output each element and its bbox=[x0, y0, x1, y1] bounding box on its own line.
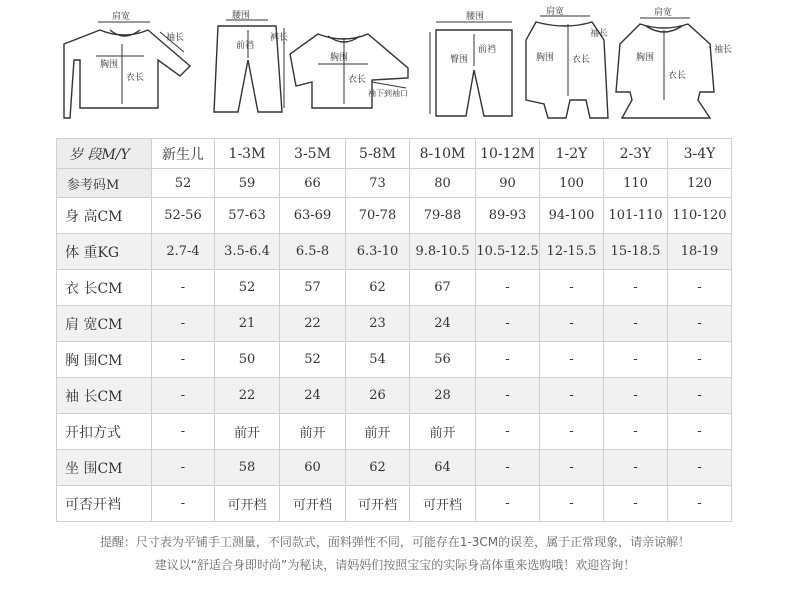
ref-size-cell: 120 bbox=[668, 169, 732, 198]
table-cell: - bbox=[668, 486, 732, 522]
table-cell: - bbox=[604, 450, 668, 486]
romper-length-label: 衣长 bbox=[572, 55, 591, 65]
table-cell: - bbox=[152, 450, 215, 486]
dress-length-label: 衣长 bbox=[668, 71, 687, 81]
table-cell: 可开档 bbox=[410, 486, 476, 522]
table-cell: - bbox=[604, 378, 668, 414]
shirt-length-label: 衣长 bbox=[126, 73, 145, 83]
header-cell: 8-10M bbox=[410, 139, 476, 169]
table-cell: 可开档 bbox=[215, 486, 280, 522]
row-label: 身 高CM bbox=[57, 198, 152, 234]
ref-size-corner-label: 参考码M bbox=[57, 169, 152, 198]
table-cell: 24 bbox=[410, 306, 476, 342]
table-cell: 6.5-8 bbox=[280, 234, 346, 270]
table-cell: - bbox=[476, 450, 540, 486]
shirt-shoulder-label: 肩宽 bbox=[112, 12, 131, 22]
romper-shoulder-label: 肩宽 bbox=[546, 7, 565, 17]
table-cell: 89-93 bbox=[476, 198, 540, 234]
pants-length-label: 裤长 bbox=[270, 33, 289, 43]
table-cell: 63-69 bbox=[280, 198, 346, 234]
table-cell: 28 bbox=[410, 378, 476, 414]
table-cell: - bbox=[476, 342, 540, 378]
table-cell: - bbox=[152, 414, 215, 450]
measurement-rows bbox=[57, 198, 732, 522]
table-cell: 3.5-6.4 bbox=[215, 234, 280, 270]
age-corner-label: 岁 段M/Y bbox=[57, 139, 152, 169]
table-cell: 79-88 bbox=[410, 198, 476, 234]
table-cell: 52 bbox=[215, 270, 280, 306]
table-cell: 54 bbox=[346, 342, 410, 378]
table-cell: 23 bbox=[346, 306, 410, 342]
shorts-diagram bbox=[430, 11, 512, 116]
header-cell: 1-2Y bbox=[540, 139, 604, 169]
header-cell: 新生儿 bbox=[152, 139, 215, 169]
table-cell: - bbox=[540, 486, 604, 522]
table-cell: 15-18.5 bbox=[604, 234, 668, 270]
table-row bbox=[57, 234, 732, 270]
table-cell: - bbox=[668, 414, 732, 450]
header-cell: 10-12M bbox=[476, 139, 540, 169]
table-cell: 前开 bbox=[280, 414, 346, 450]
table-cell: - bbox=[604, 342, 668, 378]
garment-diagram bbox=[0, 0, 790, 128]
table-cell: - bbox=[668, 378, 732, 414]
shorts-waist-label: 腰围 bbox=[466, 12, 485, 22]
header-cell: 5-8M bbox=[346, 139, 410, 169]
header-cell: 2-3Y bbox=[604, 139, 668, 169]
table-cell: 94-100 bbox=[540, 198, 604, 234]
ref-size-cell: 59 bbox=[215, 169, 280, 198]
dress-sleeve-label: 袖长 bbox=[714, 45, 733, 55]
pants-crotch-label: 前裆 bbox=[236, 41, 255, 51]
table-cell: 10.5-12.5 bbox=[476, 234, 540, 270]
dress-shoulder-label: 肩宽 bbox=[654, 8, 673, 18]
table-cell: - bbox=[476, 414, 540, 450]
garment-illustrations bbox=[0, 0, 790, 128]
raglan-diagram bbox=[290, 34, 408, 108]
pants-diagram bbox=[214, 10, 288, 112]
advice-note: 建议以“舒适合身即时尚”为秘诀，请妈妈们按照宝宝的实际身高体重来选购哦！欢迎咨询！ bbox=[154, 558, 636, 572]
shirt-diagram bbox=[64, 10, 190, 118]
table-cell: 22 bbox=[280, 306, 346, 342]
table-cell: - bbox=[604, 270, 668, 306]
table-cell: - bbox=[604, 306, 668, 342]
table-cell: - bbox=[152, 378, 215, 414]
table-cell: 9.8-10.5 bbox=[410, 234, 476, 270]
dress-chest-label: 胸围 bbox=[636, 53, 655, 63]
header-row bbox=[57, 139, 732, 169]
table-cell: 前开 bbox=[346, 414, 410, 450]
table-cell: 57-63 bbox=[215, 198, 280, 234]
ref-size-cell: 52 bbox=[152, 169, 215, 198]
table-cell: - bbox=[152, 342, 215, 378]
raglan-chest-label: 胸围 bbox=[330, 53, 349, 63]
table-cell: - bbox=[540, 342, 604, 378]
romper-sleeve-label: 袖长 bbox=[590, 29, 609, 39]
row-label: 胸 围CM bbox=[57, 342, 152, 378]
table-cell: - bbox=[476, 306, 540, 342]
row-label: 可否开裆 bbox=[57, 486, 152, 522]
table-cell: - bbox=[540, 450, 604, 486]
row-label: 开扣方式 bbox=[57, 414, 152, 450]
table-cell: 22 bbox=[215, 378, 280, 414]
table-cell: 64 bbox=[410, 450, 476, 486]
table-cell: 52-56 bbox=[152, 198, 215, 234]
ref-size-cell: 90 bbox=[476, 169, 540, 198]
table-cell: - bbox=[152, 486, 215, 522]
table-cell: 21 bbox=[215, 306, 280, 342]
table-cell: 26 bbox=[346, 378, 410, 414]
ref-size-cell: 73 bbox=[346, 169, 410, 198]
table-row bbox=[57, 486, 732, 522]
table-cell: 可开档 bbox=[280, 486, 346, 522]
ref-size-cell: 110 bbox=[604, 169, 668, 198]
table-cell: - bbox=[540, 306, 604, 342]
table-cell: 18-19 bbox=[668, 234, 732, 270]
shorts-hip-label: 臀围 bbox=[450, 55, 469, 65]
table-row bbox=[57, 198, 732, 234]
table-row bbox=[57, 378, 732, 414]
table-cell: 前开 bbox=[410, 414, 476, 450]
table-cell: 可开档 bbox=[346, 486, 410, 522]
raglan-cuff-label: 袖下到袖口 bbox=[368, 89, 408, 98]
table-cell: - bbox=[540, 378, 604, 414]
table-cell: 2.7-4 bbox=[152, 234, 215, 270]
dress-diagram bbox=[616, 6, 732, 118]
header-cell: 1-3M bbox=[215, 139, 280, 169]
table-cell: - bbox=[668, 342, 732, 378]
shorts-crotch-label: 前裆 bbox=[478, 45, 497, 55]
table-cell: 6.3-10 bbox=[346, 234, 410, 270]
table-cell: 12-15.5 bbox=[540, 234, 604, 270]
table-cell: - bbox=[476, 486, 540, 522]
romper-chest-label: 胸围 bbox=[536, 53, 555, 63]
table-cell: 58 bbox=[215, 450, 280, 486]
table-cell: 70-78 bbox=[346, 198, 410, 234]
measurement-note: 提醒：尺寸表为平铺手工测量，不同款式，面料弹性不同，可能存在1-3CM的误差，属于正常现象，请亲谅解！ bbox=[99, 535, 691, 549]
table-cell: 前开 bbox=[215, 414, 280, 450]
table-cell: - bbox=[476, 378, 540, 414]
header-cell: 3-4Y bbox=[668, 139, 732, 169]
table-cell: 62 bbox=[346, 270, 410, 306]
table-row bbox=[57, 342, 732, 378]
raglan-length-label: 衣长 bbox=[348, 75, 367, 85]
table-cell: - bbox=[540, 270, 604, 306]
table-cell: - bbox=[540, 414, 604, 450]
row-label: 袖 长CM bbox=[57, 378, 152, 414]
table-cell: - bbox=[152, 306, 215, 342]
table-cell: 67 bbox=[410, 270, 476, 306]
table-cell: 101-110 bbox=[604, 198, 668, 234]
table-cell: - bbox=[604, 414, 668, 450]
ref-size-row bbox=[57, 169, 732, 198]
row-label: 衣 长CM bbox=[57, 270, 152, 306]
romper-diagram bbox=[526, 5, 608, 118]
table-row bbox=[57, 306, 732, 342]
table-cell: 52 bbox=[280, 342, 346, 378]
size-chart-table bbox=[56, 138, 732, 522]
header-cell: 3-5M bbox=[280, 139, 346, 169]
table-row bbox=[57, 270, 732, 306]
shirt-sleeve-label: 袖长 bbox=[166, 33, 185, 43]
ref-size-cell: 80 bbox=[410, 169, 476, 198]
table-cell: 62 bbox=[346, 450, 410, 486]
table-cell: 50 bbox=[215, 342, 280, 378]
table-cell: - bbox=[668, 306, 732, 342]
row-label: 肩 宽CM bbox=[57, 306, 152, 342]
table-cell: - bbox=[668, 270, 732, 306]
row-label: 体 重KG bbox=[57, 234, 152, 270]
table-cell: 56 bbox=[410, 342, 476, 378]
shirt-chest-label: 胸围 bbox=[100, 60, 119, 70]
row-label: 坐 围CM bbox=[57, 450, 152, 486]
pants-waist-label: 腰围 bbox=[232, 11, 251, 21]
table-row bbox=[57, 414, 732, 450]
table-cell: 110-120 bbox=[668, 198, 732, 234]
table-cell: 24 bbox=[280, 378, 346, 414]
ref-size-cell: 100 bbox=[540, 169, 604, 198]
table-cell: 60 bbox=[280, 450, 346, 486]
table-cell: - bbox=[152, 270, 215, 306]
table-row bbox=[57, 450, 732, 486]
table-cell: 57 bbox=[280, 270, 346, 306]
table-cell: - bbox=[476, 270, 540, 306]
table-cell: - bbox=[604, 486, 668, 522]
table-cell: - bbox=[668, 450, 732, 486]
ref-size-cell: 66 bbox=[280, 169, 346, 198]
